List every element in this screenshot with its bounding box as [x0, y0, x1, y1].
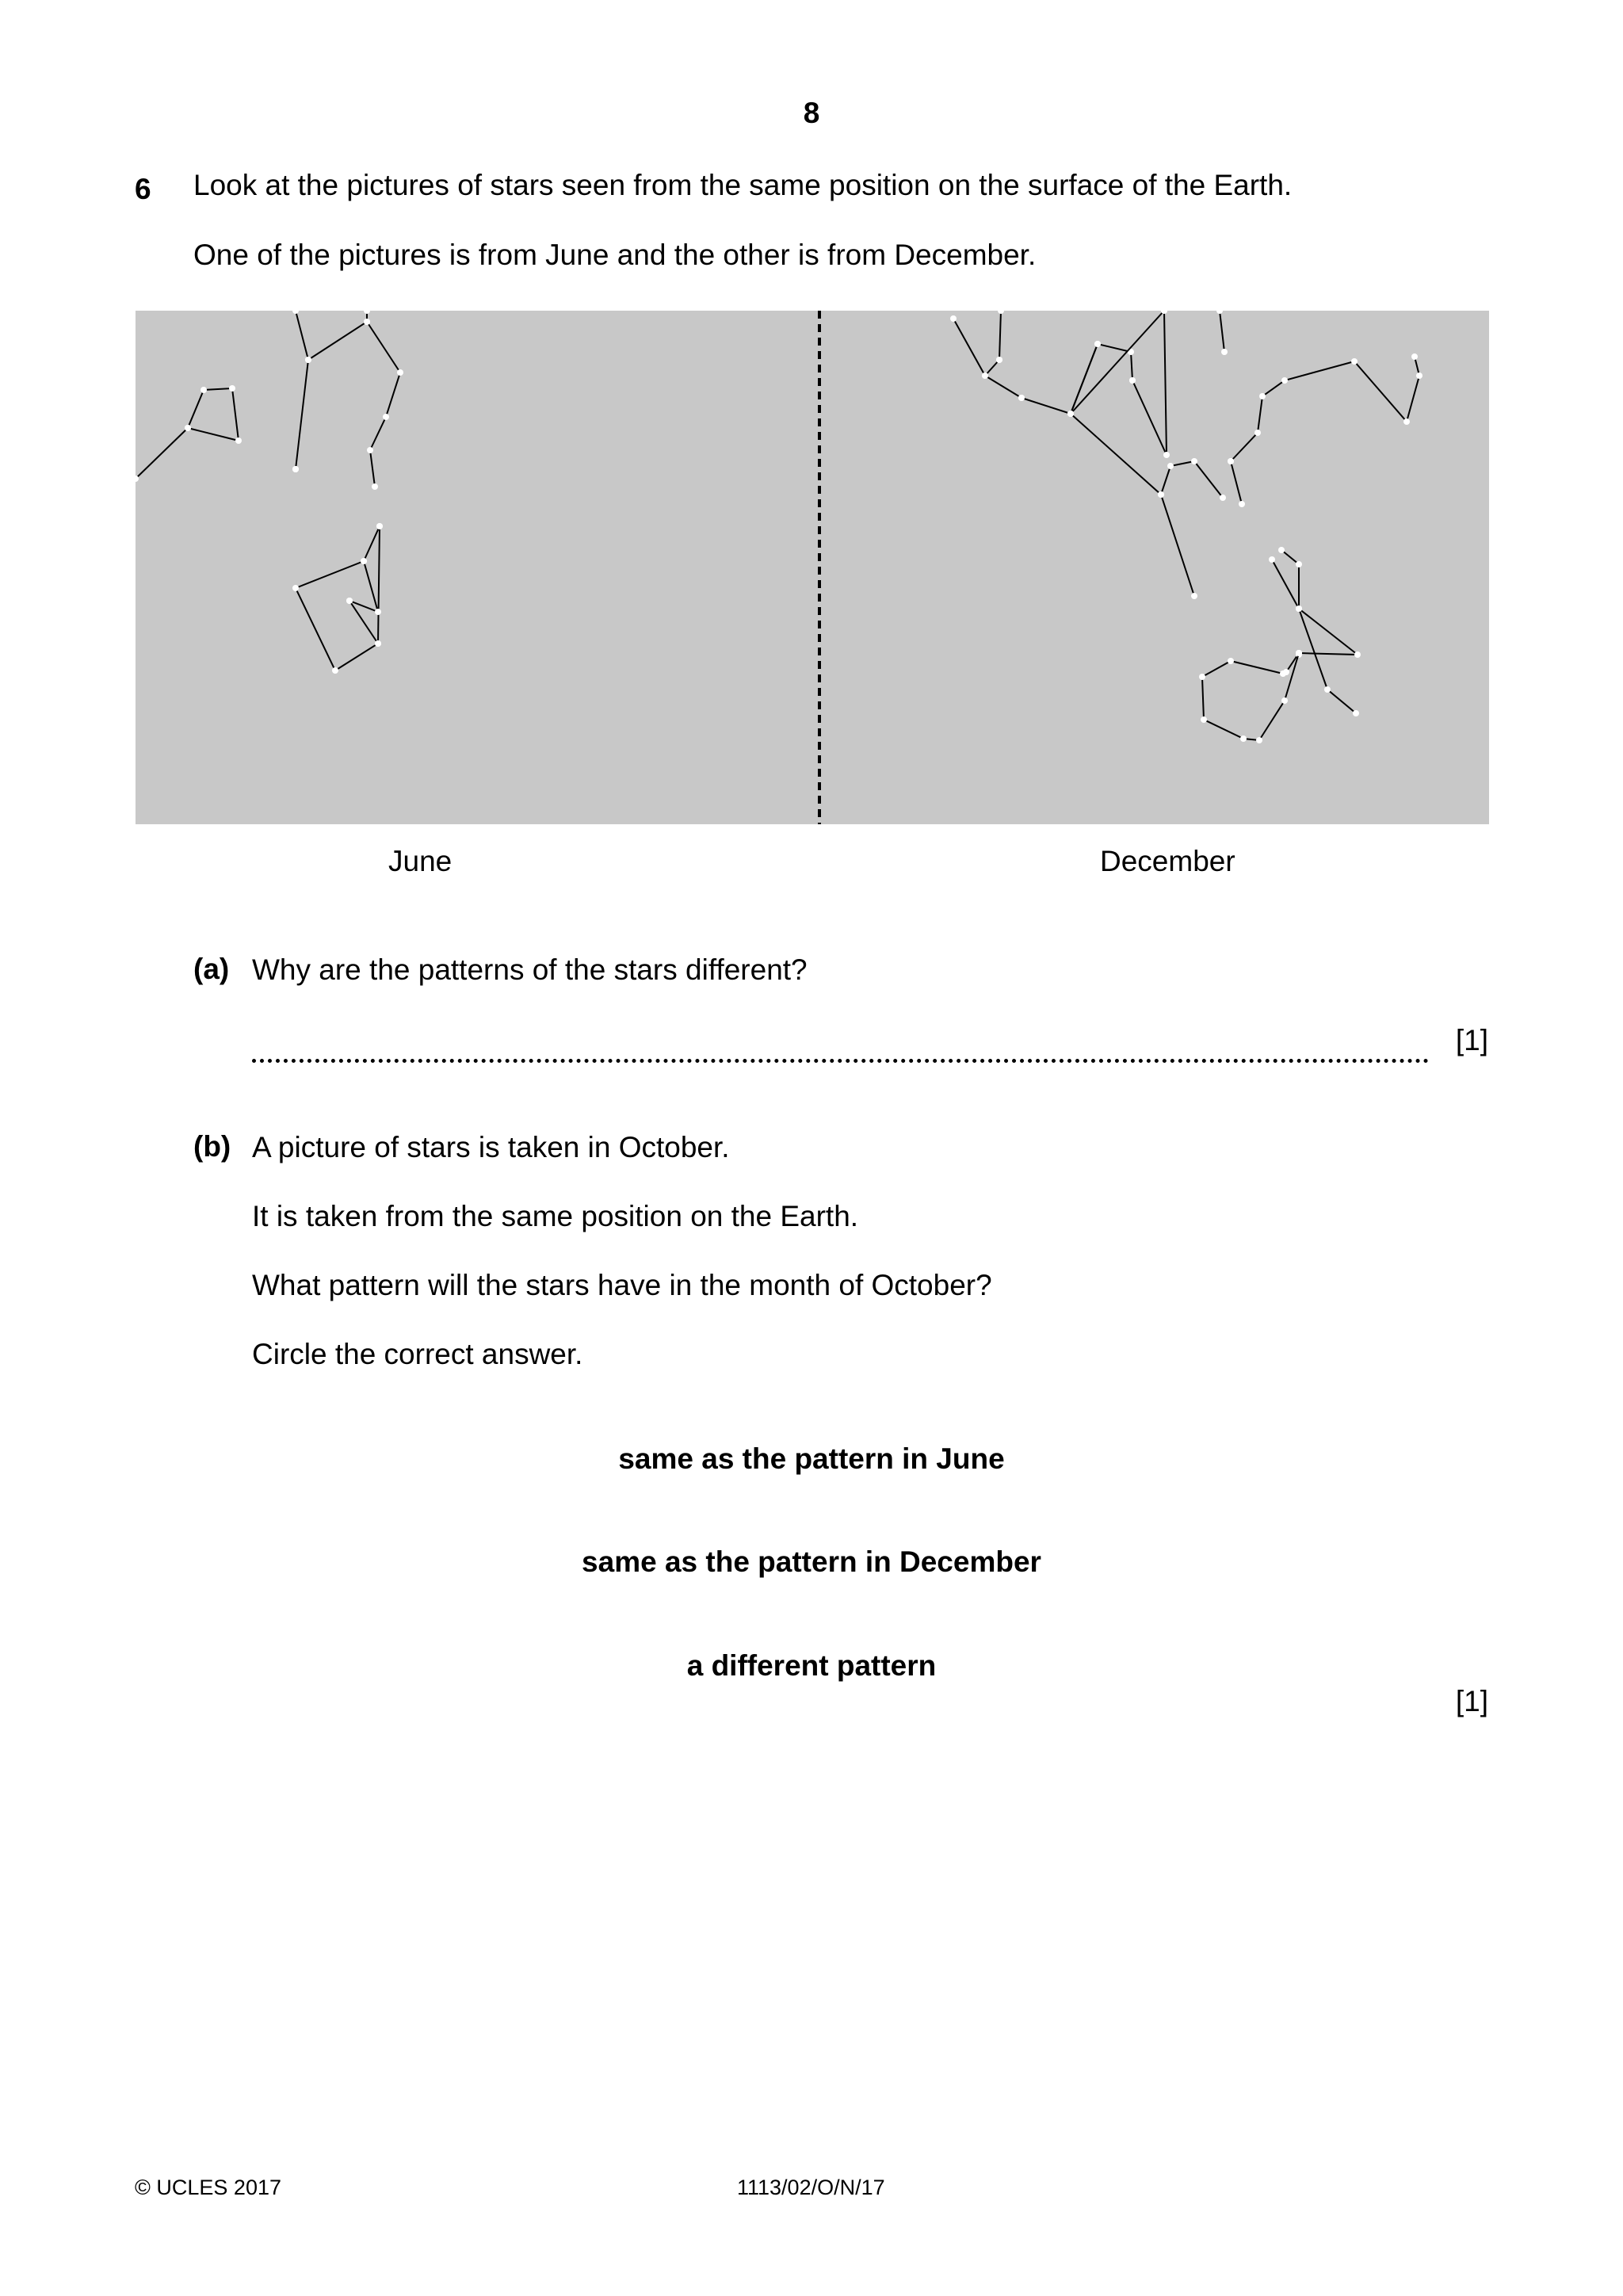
star: [305, 357, 311, 363]
star-pictures-svg: [136, 311, 1489, 824]
star: [361, 558, 367, 564]
part-b-line-4: Circle the correct answer.: [252, 1338, 583, 1370]
star: [1129, 377, 1136, 384]
part-b-line-3: What pattern will the stars have in the month of October?: [252, 1269, 992, 1301]
june-caption: June: [388, 845, 453, 877]
star: [1167, 463, 1174, 469]
part-b-line-2: It is taken from the same position on the Earth.: [252, 1200, 859, 1232]
star: [1240, 735, 1247, 742]
star: [950, 315, 957, 322]
star: [1281, 377, 1288, 384]
star: [1354, 651, 1361, 658]
part-b-marks: [1]: [1455, 1685, 1488, 1717]
star: [292, 466, 299, 472]
star: [1018, 395, 1025, 401]
star: [982, 372, 988, 379]
star: [1220, 495, 1226, 501]
star: [229, 385, 235, 392]
star: [1094, 341, 1101, 347]
star: [1296, 606, 1302, 612]
star: [1256, 737, 1262, 743]
star: [372, 483, 378, 490]
star: [1296, 650, 1302, 656]
star: [346, 598, 353, 604]
part-a-answer-line[interactable]: [252, 1059, 1429, 1063]
star: [292, 585, 299, 591]
star: [200, 387, 207, 393]
star: [383, 414, 389, 420]
star: [185, 425, 191, 431]
option-december[interactable]: same as the pattern in December: [582, 1545, 1041, 1578]
footer-copyright: © UCLES 2017: [135, 2176, 281, 2199]
option-different[interactable]: a different pattern: [686, 1649, 937, 1682]
star: [1199, 674, 1205, 680]
star: [235, 437, 242, 444]
star: [1278, 547, 1285, 553]
star: [1281, 697, 1288, 704]
star: [996, 357, 1002, 363]
star: [1239, 501, 1245, 507]
star: [1403, 418, 1410, 425]
part-b-label: (b): [193, 1130, 231, 1163]
question-intro-2: One of the pictures is from June and the other is from December.: [193, 239, 1037, 271]
star: [1259, 393, 1266, 399]
part-a-question: Why are the patterns of the stars different?: [252, 953, 808, 986]
star: [1228, 458, 1234, 464]
star: [397, 369, 403, 376]
december-caption: December: [1100, 845, 1235, 877]
star: [364, 319, 370, 325]
question-intro-1: Look at the pictures of stars seen from the same position on the surface of the Earth.: [193, 169, 1293, 201]
star: [375, 640, 381, 647]
star: [1158, 491, 1164, 498]
footer-code: 1113/02/O/N/17: [737, 2176, 885, 2199]
star: [1324, 686, 1331, 693]
part-a-label: (a): [193, 953, 230, 985]
part-b-line-1: A picture of stars is taken in October.: [252, 1131, 730, 1163]
star: [1201, 716, 1207, 723]
star: [1416, 372, 1423, 379]
star: [1269, 556, 1275, 563]
star: [1221, 349, 1228, 355]
star: [1296, 561, 1302, 567]
star: [1280, 670, 1286, 677]
star: [332, 667, 338, 674]
star-pictures-figure: [136, 311, 1489, 824]
page-number: 8: [803, 97, 820, 129]
star: [1351, 358, 1358, 365]
star: [376, 523, 383, 529]
star: [1067, 411, 1074, 417]
question-number: 6: [135, 173, 151, 205]
star: [1191, 593, 1197, 599]
star: [1353, 710, 1359, 716]
figure-background: [136, 311, 1489, 824]
part-a-marks: [1]: [1455, 1024, 1488, 1056]
option-june[interactable]: same as the pattern in June: [618, 1442, 1005, 1475]
star: [1191, 458, 1197, 464]
star: [1254, 430, 1261, 436]
star: [1163, 452, 1170, 458]
star: [1411, 353, 1418, 360]
star: [1228, 658, 1234, 664]
star: [367, 447, 373, 453]
star: [375, 609, 381, 615]
